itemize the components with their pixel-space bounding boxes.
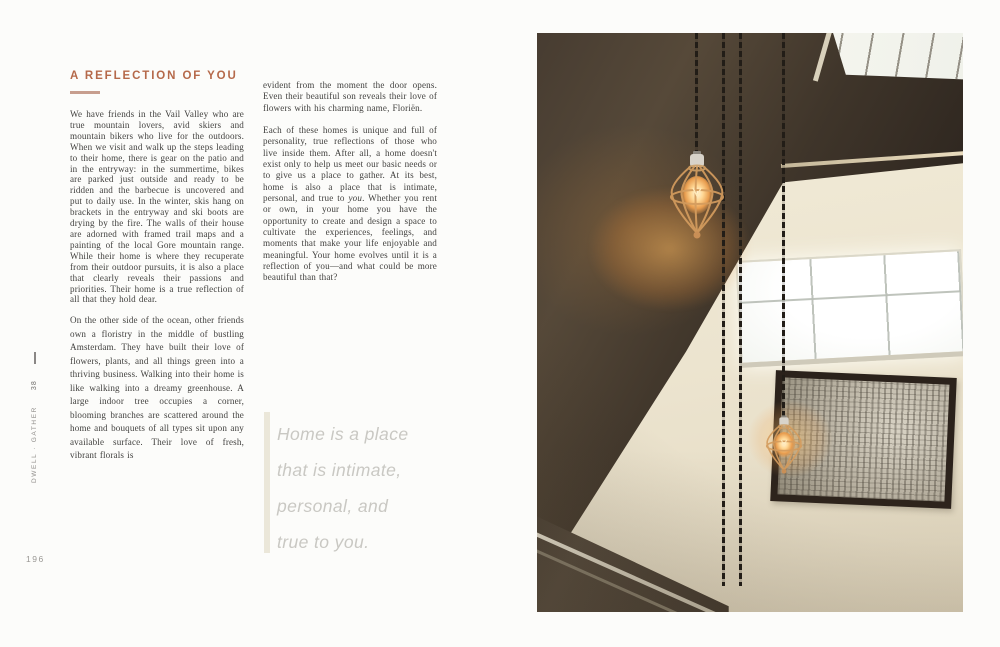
- spine-rule: [34, 352, 36, 364]
- cage-pendant-lamp-upper: [664, 151, 730, 243]
- paragraph: [263, 125, 437, 284]
- pull-quote-line: true to you.: [277, 532, 370, 552]
- paragraph-text: . Whether you rent or own, in your home you have the opportunity to create and design a space to cultivate the experiences, feelings, and moments that make your life enjoyable and meaningful. Your home evolves until it is a reflection of you—and what could be more beautiful than that?: [263, 192, 438, 283]
- spine-imprint: DWELL · GATHER: [31, 406, 38, 483]
- photo-pendant-cord: [722, 33, 725, 586]
- paragraph: On the other side of the ocean, other friends own a floristry in the middle of bustling Amsterdam. They have built their love of flowers, plants, and all things green into a thriving business. Walking into their home is like walking into a dreamy greenhouse. A large indoor tree occupies a corner, blooming branches are scattered around the home and bouquets of all types sit upon any available surface. Their love of fresh, vibrant florals is: [70, 315, 244, 461]
- heading-underline-dash: [70, 91, 100, 94]
- paragraph: We have friends in the Vail Valley who are true mountain lovers, avid skiers and mountain bikers who live for the outdoors. When we visit and walk up the steps leading to their home, there is gear on the patio and in the entryway: in the summertime, bikes are parked just outside and ready to be ridden and the barbecue is uncovered and put to daily use. In the winter, skis hang on brackets in the entryway and ski boots are drying by the fire. The walls of their house are adorned with framed trail maps and a painting of the local Gore mountain range. While their home is where they recuperate from their outdoor pursuits, it is also a place that clearly reveals their passions and priorities. Their home is a true reflection of all that they hold dear.: [70, 109, 244, 305]
- page-number: 196: [26, 554, 45, 564]
- pendant-lamp-icon: [664, 151, 730, 243]
- paragraph-text: Each of these homes is unique and full of personality, true reflections of those who live inside them. After all, a home doesn't exist only to help us meet our basic needs or to give us a place to gather. At its best, home is also a place that is intimate, personal, and true to: [263, 124, 437, 203]
- emphasized-word: you: [348, 192, 363, 203]
- spine-text: [31, 352, 38, 483]
- pull-quote-line: Home is a place: [277, 424, 409, 444]
- pull-quote-line: that is intimate,: [277, 460, 402, 480]
- photo-pendant-cord: [695, 33, 698, 165]
- text-column-1: [70, 109, 244, 463]
- pull-quote: [277, 416, 447, 560]
- stairwell-photo: [537, 33, 963, 612]
- article-heading: A REFLECTION OF YOU: [70, 70, 238, 82]
- cage-pendant-lamp-lower: [762, 415, 806, 477]
- pullquote-accent-bar: [264, 412, 270, 553]
- photo-pendant-cord: [782, 33, 785, 425]
- photo-vignette: [537, 33, 963, 612]
- pull-quote-line: personal, and: [277, 496, 389, 516]
- spine-chapter-number: 38: [31, 380, 38, 391]
- paragraph: evident from the moment the door opens. Even their beautiful son reveals their love of flowers with his charming name, Floriën.: [263, 80, 437, 113]
- text-column-2: [263, 80, 437, 284]
- pendant-lamp-icon: [762, 415, 806, 477]
- photo-pendant-cord: [739, 33, 742, 586]
